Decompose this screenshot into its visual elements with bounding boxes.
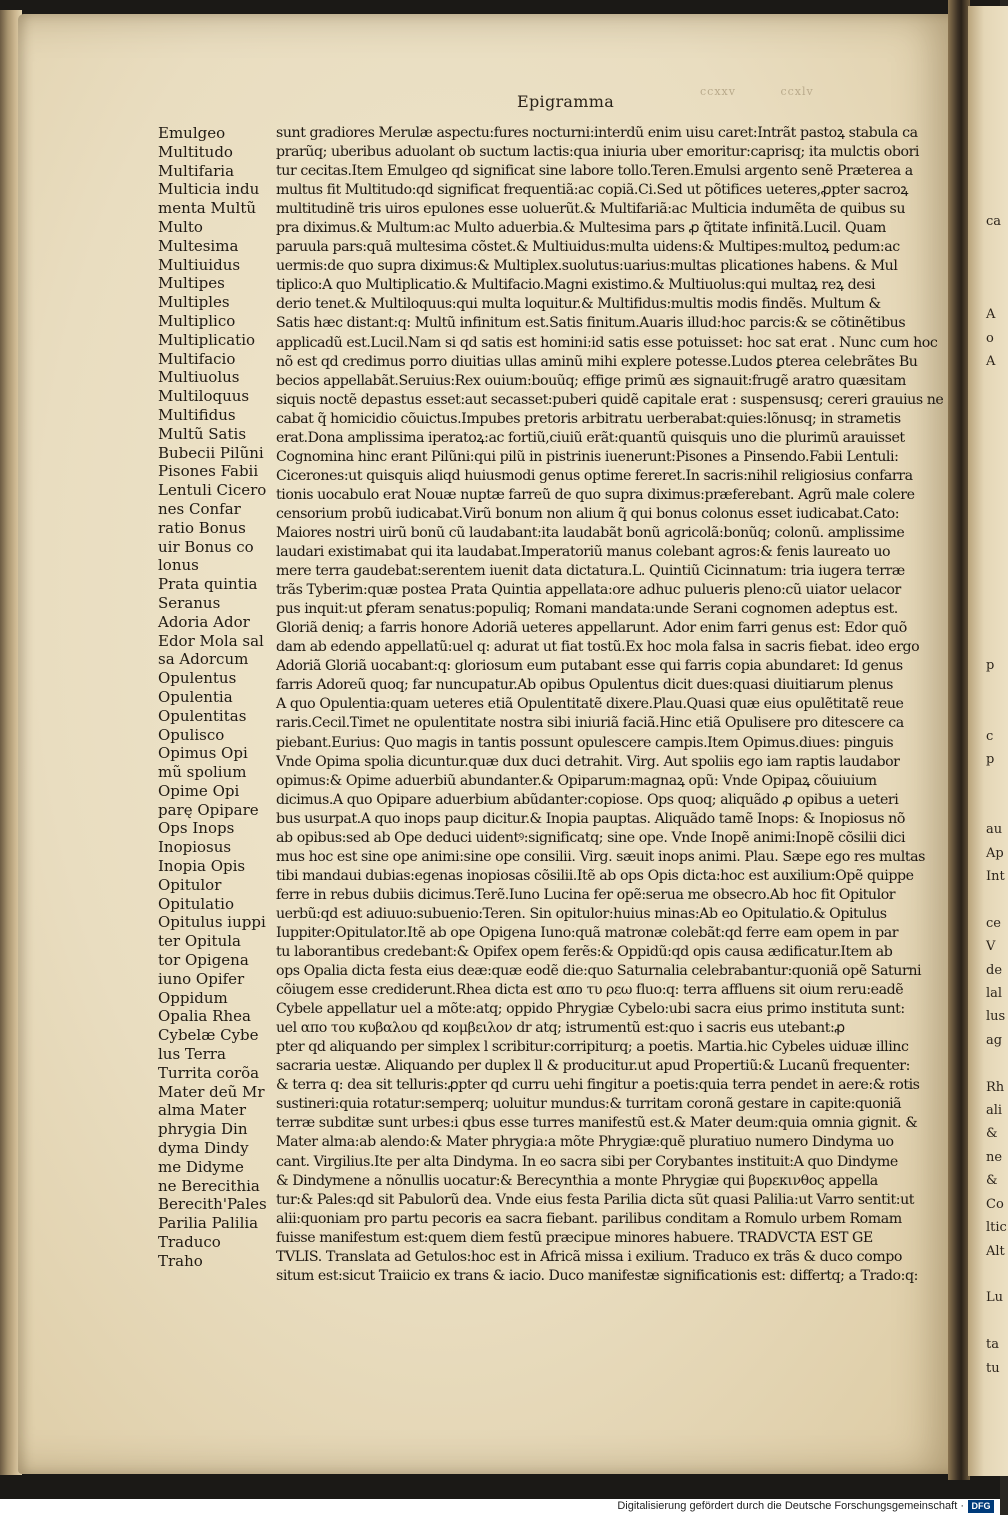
margin-note: Bubecii Pilũni — [158, 443, 264, 462]
margin-note: Opitulus iuppi — [158, 913, 266, 932]
recto-line-fragment: lal — [986, 986, 1003, 1002]
recto-line-fragment — [968, 888, 1008, 911]
margin-note: parę Opipare — [158, 800, 259, 819]
text-line: uermis:de quo supra diximus:& Multiplex.suolutus:uarius:multas plicationes habens. & Mul — [276, 258, 898, 275]
text-line: tionis uocabulo erat Nouæ nuptæ farreũ de quo supra diximus:præferebant. Agrũ male colere — [276, 486, 915, 503]
margin-note: sa Adorcum — [158, 650, 249, 669]
margin-note: Opitulatio — [158, 894, 234, 913]
show-through-left: ccxxv — [700, 85, 736, 98]
margin-note: Multiuolus — [158, 368, 240, 387]
recto-line-fragment: Alt — [986, 1243, 1005, 1259]
recto-line-fragment — [968, 537, 1008, 560]
margin-note: Mater deũ Mr — [158, 1082, 265, 1101]
margin-note: Multitudo — [158, 142, 233, 161]
recto-line-fragment — [968, 1427, 1008, 1450]
recto-line-fragment — [968, 420, 1008, 443]
margin-note: me Didyme — [158, 1157, 244, 1176]
recto-line-fragment: ag — [986, 1032, 1003, 1048]
recto-line-fragment: au — [986, 822, 1003, 838]
margin-note: Traduco — [158, 1233, 221, 1252]
margin-note: Cybelæ Cybe — [158, 1026, 259, 1045]
margin-note: Opulentia — [158, 687, 233, 706]
margin-note: Opalia Rhea — [158, 1007, 251, 1026]
text-line: alii:quoniam pro partu pecoris ea sacra fiebant. parilibus conditam a Romulo urbem Romam — [276, 1210, 902, 1227]
text-line: Gloriã deniq; a farris honore Adoriã ueteres appellarunt. Ador enim farri genus est: Edor quõ — [276, 620, 907, 637]
margin-note: nes Confar — [158, 499, 241, 518]
margin-note: Berecith'Pales — [158, 1195, 267, 1214]
recto-line-fragment: p — [986, 658, 995, 674]
recto-line-fragment: c — [986, 728, 994, 744]
text-line: situm est:sicut Traiicio ex trans & iacio. Duco manifestæ significationis est: differtq; a Trado:q: — [276, 1267, 918, 1284]
text-line: pus inquit:ut ꝑferam senatus:populiq; Romani mandata:unde Serani cognomen adeptus est. — [276, 601, 898, 618]
margin-note: Multifacio — [158, 349, 236, 368]
recto-line-fragment — [968, 795, 1008, 818]
recto-line-fragment — [968, 1310, 1008, 1333]
margin-note: Prata quintia — [158, 575, 258, 594]
text-line: sunt gradiores Merulæ aspectu:fures nocturni:interdũ enim uisu caret:Intrãt pastoꝝ stabula ca — [276, 125, 918, 141]
margin-note: Multifaria — [158, 161, 235, 180]
recto-line-fragment — [968, 608, 1008, 631]
margin-note: Multiples — [158, 293, 230, 312]
text-line: multitudinẽ tris uiros epulones esse uoluerũt.& Multifariã:ac Multicia indumẽta de quibus su — [276, 201, 906, 218]
margin-note: Adoria Ador — [158, 612, 250, 631]
margin-note: Opulentus — [158, 669, 237, 688]
text-line: dam ab edendo appellatũ:uel q: adurat ut fiat tostũ.Ex hoc mola falsa in sacris fiebat. ideo ergo — [276, 639, 920, 656]
margin-note: Multifidus — [158, 405, 236, 424]
margin-note: Multiplico — [158, 311, 236, 330]
recto-line-fragment — [968, 514, 1008, 537]
recto-line-fragment: o — [986, 330, 994, 346]
recto-line-fragment: tu — [986, 1360, 1000, 1376]
running-head: Epigramma — [517, 92, 615, 111]
recto-line-fragment: Ap — [986, 845, 1004, 861]
margin-note: lus Terra — [158, 1045, 226, 1064]
recto-line-fragment — [968, 373, 1008, 396]
text-line: raris.Cecil.Timet ne opulentitate nostra sibi iniuriã faciã.Hinc etiã Opulisere pro ditescere ca — [276, 715, 904, 732]
text-line: & terra q: dea sit telluris:ꝓpter qd curru uehi fingitur a poetis:quia terra pendet in aere:& rotis — [276, 1077, 920, 1094]
recto-line-fragment — [968, 701, 1008, 724]
margin-note: Multipes — [158, 274, 225, 293]
text-line: uel απο του κυβαλου qd κομβειλον dr atq; istrumentũ est:quo i sacris eus utebant:ꝓ — [276, 1020, 845, 1037]
margin-note: Oppidum — [158, 988, 228, 1007]
text-line: pra diximus.& Multum:ac Multo aduerbia.& Multesima pars ꝓ q̃titate infinitã.Lucil. Quam — [276, 220, 886, 237]
recto-line-fragment: ali — [986, 1103, 1003, 1119]
recto-line-fragment — [968, 163, 1008, 186]
recto-line-fragment — [968, 1403, 1008, 1426]
recto-line-fragment: Rh — [986, 1079, 1005, 1095]
text-line: Satis hæc distant:q: Multũ infinitum est.Satis finitum.Auaris illud:hoc parcis:& se cõtinẽtibus — [276, 315, 906, 332]
book-gutter — [948, 0, 970, 1480]
text-line: Vnde Opima spolia dicuntur.quæ dux duci detrahit. Virg. Aut spoliis ego iam raptis laudabor — [276, 753, 900, 770]
margin-note: ter Opitula — [158, 932, 241, 951]
margin-note: Multiuidus — [158, 255, 241, 274]
text-line: derio tenet.& Multiloquus:qui multa loquitur.& Multifidus:multis modis findẽs. Multum & — [276, 296, 881, 313]
recto-line-fragment — [968, 1052, 1008, 1075]
recto-line-fragment: ce — [986, 915, 1001, 931]
recto-line-fragment: p — [986, 751, 995, 767]
recto-page-fragment — [968, 6, 1008, 1476]
margin-note: iuno Opifer — [158, 969, 245, 988]
text-line: trãs Tyberim:quæ postea Prata Quintia appellata:ore adhuc pulueris pleno:cũ uiator uelacor — [276, 582, 901, 599]
footer-credit: Digitalisierung gefördert durch die Deutsche Forschungsgemeinschaft · — [617, 1500, 964, 1512]
text-line: Cybele appellatur uel a mõte:atq; oppido Phrygiæ Cybelo:ubi sacra eius primo instituta sunt: — [276, 1001, 905, 1018]
recto-line-fragment — [968, 280, 1008, 303]
recto-line-fragment — [968, 467, 1008, 490]
recto-line-fragment — [968, 561, 1008, 584]
recto-line-fragment — [968, 233, 1008, 256]
text-line: Maiores nostri uirũ bonũ cũ laudabant:ita laudabãt bonũ agricolã:bonũq; colonũ. amplissime — [276, 524, 905, 541]
text-line: cõiugem esse crediderunt.Rhea dicta est απο τυ ρεω fluo:q: terra affluens sit oium reru:eadẽ — [276, 982, 904, 999]
margin-note: Inopiosus — [158, 838, 232, 857]
dfg-logo: DFG — [968, 1500, 994, 1513]
recto-line-fragment: lus — [986, 1009, 1006, 1025]
margin-note: lonus — [158, 556, 199, 575]
text-line: tur:& Pales:qd sit Pabulorũ dea. Vnde eius festa Parilia dicta sũt quasi Palilia:ut Varro sentit:ut — [276, 1191, 915, 1208]
text-line: ops Opalia dicta festa eius deæ:quæ eodẽ die:quo Saturnalia celebrabantur:quoniã opẽ Saturni — [276, 963, 922, 980]
text-line: pter qd aliquando per simplex l scribitur:corripiturq; a poetis. Martia.hic Cybeles uiduæ illinc — [276, 1039, 909, 1056]
text-line: cant. Virgilius.Ite per alta Dindyma. In eo sacra sibi per Corybantes instituit:A quo Dindyme — [276, 1153, 898, 1170]
margin-note: Multo — [158, 217, 203, 236]
recto-line-fragment: de — [986, 962, 1003, 978]
recto-line-fragment: ltic — [986, 1220, 1007, 1236]
text-line: siquis noctẽ depastus esset:aut secasset:puberi quidẽ capitale erat : suspensusq; cereri grauius ne — [276, 391, 944, 408]
margin-note: Opulisco — [158, 725, 225, 744]
recto-line-fragment: Lu — [986, 1290, 1004, 1306]
recto-line-fragment — [968, 1380, 1008, 1403]
text-line: farris Adoreũ quoq; far nuncupatur.Ab opibus Opulentus dicit dues:quasi diuitiarum plenus — [276, 677, 893, 694]
margin-note: Turrita corõa — [158, 1063, 260, 1082]
text-line: multus fit Multitudo:qd significat frequentiã:ac copiã.Ci.Sed ut põtifices ueteres,ꝓpter sacroꝝ — [276, 182, 908, 199]
recto-line-fragment — [968, 186, 1008, 209]
text-line: ab opibus:sed ab Ope deduci uidentꝰ:significatq; sine ope. Vnde Inopẽ animi:Inopẽ cõsilii dici — [276, 829, 906, 846]
text-line: ferre in rebus dubiis dicimus.Terẽ.Iuno Lucina fer opẽ:serua me obsecro.Ab hoc fit Opitulor — [276, 886, 896, 903]
text-line: opimus:& Opime aduerbiũ abundanter.& Opiparum:magnaꝝ opũ: Vnde Opipaꝝ cõuiuium — [276, 772, 877, 789]
text-line: bus usurpat.A quo inops paup dicitur.& Inopia pauptas. Aliquãdo tamẽ Inops: & Inopiosus nõ — [276, 810, 905, 827]
text-line: tibi mandaui dubias:egenas inopiosas cõsilii.Itẽ ab ops Opis dicta:hoc est auxilium:Opẽ quippe — [276, 867, 914, 884]
text-line: paruula pars:quã multesima cõstet.& Multiuidus:multa uidens:& Multipes:multoꝝ pedum:ac — [276, 239, 900, 256]
text-line: applicadũ est.Lucil.Nam si qd satis est homini:id satis esse potuisset: hoc sat erat . Nunc cum hoc — [276, 334, 938, 351]
recto-line-fragment: A — [986, 354, 996, 370]
margin-note: Multicia indu — [158, 180, 260, 199]
margin-note: Seranus — [158, 593, 221, 612]
margin-note: ratio Bonus — [158, 518, 246, 537]
text-line: dicimus.A quo Opipare aduerbium abũdanter:copiose. Ops quoq; aliquãdo ꝓ opibus a ueteri — [276, 791, 899, 808]
text-line: tur cecitas.Item Emulgeo qd significat sine labore tollo.Teren.Emulsi argento senẽ Præterea a — [276, 163, 913, 180]
margin-note: Traho — [158, 1251, 203, 1270]
text-line: erat.Dona amplissima iperatoꝝ:ac fortiũ,ciuiũ erãt:quantũ quisquis uno die plurimũ arauisset — [276, 429, 905, 446]
recto-line-fragment: & — [986, 1126, 998, 1142]
text-line: Cognomina hinc erant Pilũni:qui pilũ in pistrinis iuenerunt:Pisones a Pinsendo.Fabii Lentuli: — [276, 448, 899, 465]
recto-line-fragment — [968, 397, 1008, 420]
text-line: mere terra gaudebat:serentem iuenit data dictatura.L. Quintiũ Cicinnatum: tria iugera terræ — [276, 563, 905, 580]
text-line: piebant.Eurius: Quo magis in tantis possunt opulescere campis.Item Opimus.diues: pinguis — [276, 734, 894, 751]
text-line: laudari existimabat qui ita laudabat.Imperatoriũ manus colebant agros:& fenis laureato uo — [276, 544, 891, 561]
margin-note: Multũ Satis — [158, 424, 247, 443]
text-line: Mater alma:ab alendo:& Mater phrygia:a mõte Phrygiæ:quẽ pluratiuo numero Dindyma uo — [276, 1134, 894, 1151]
text-line: tiplico:A quo Multiplicatio.& Multifacio.Magni existimo.& Multiuolus:qui multaꝝ reꝝ desi — [276, 277, 876, 294]
margin-note: Multesima — [158, 236, 239, 255]
recto-line-fragment — [968, 631, 1008, 654]
recto-line-fragment: V — [986, 939, 996, 955]
body-text-column — [276, 124, 944, 1286]
text-line: Adoriã Gloriã uocabant:q: gloriosum eum putabant esse qui farris copia abundaret: Id genus — [276, 658, 903, 675]
text-line: fuisse manifestum est:quem diem festũ præcipue minores habuere. TRADVCTA EST GE — [276, 1229, 873, 1246]
text-line: prarũq; uberibus aduolant ob suctum lactis:qua iniuria uber emoritur:caprisq; ita mulctis obori — [276, 144, 920, 161]
margin-note: Multiloquus — [158, 387, 250, 406]
recto-line-fragment: Int — [986, 869, 1005, 884]
recto-line-fragment — [968, 491, 1008, 514]
text-line: & Dindymene a nõnullis uocatur:& Berecynthia a monte Phrygiæ qui βυρεκινθος appella — [276, 1172, 878, 1189]
margin-note: Multiplicatio — [158, 330, 256, 349]
text-line: sacraria uestæ. Aliquando per duplex ll & producitur.ut apud Propertiũ:& Lucanũ frequenter: — [276, 1058, 910, 1075]
margin-note: Opitulor — [158, 875, 222, 894]
margin-note: dyma Dindy — [158, 1139, 249, 1158]
recto-line-fragment — [968, 771, 1008, 794]
margin-note: Inopia Opis — [158, 857, 246, 876]
recto-line-fragment — [968, 444, 1008, 467]
text-line: mus hoc est sine ope animi:sine ope consilii. Virg. sæuit inops animi. Plau. Sæpe ego res multas — [276, 848, 925, 865]
margin-note: mũ spolium — [158, 763, 247, 782]
text-line: Iuppiter:Opitulator.Itẽ ab ope Opigena Iuno:quã matronæ colebãt:qd ferre eam opem in par — [276, 924, 899, 941]
margin-notes-column — [158, 124, 270, 1271]
margin-note: Opimus Opi — [158, 744, 248, 763]
show-through-right: ccxlv — [780, 85, 814, 98]
text-line: becios appellabãt.Seruius:Rex ouium:bouũq; effige primũ æs signauit:frugẽ aratro quæsitam — [276, 372, 906, 389]
text-line: A quo Opulentia:quam ueteres etiã Opulentitatẽ dixere.Plau.Quasi quæ eius opulẽtitatẽ reue — [276, 696, 904, 713]
recto-line-fragment: & — [986, 1173, 998, 1189]
text-line: sustineri:quia rotatur:semperq; uoluitur mundus:& turritam coronã gestare in capite:quoniã — [276, 1096, 902, 1113]
recto-line-fragment: ca — [986, 213, 1002, 229]
margin-note: uir Bonus co — [158, 537, 254, 556]
recto-line-fragment — [968, 256, 1008, 279]
text-line: TVLIS. Translata ad Getulos:hoc est in Africã missa i exilium. Traduco ex trãs & duco compo — [276, 1248, 902, 1265]
margin-note: Edor Mola sal — [158, 631, 264, 650]
margin-note: ne Berecithia — [158, 1176, 260, 1195]
margin-note: Opulentitas — [158, 706, 247, 725]
margin-note: Parilia Palilia — [158, 1214, 259, 1233]
recto-line-fragment — [968, 678, 1008, 701]
text-line: nõ est qd credimus porro diuitias ullas aminũ mihi explere potesse.Ludos ꝑterea celebrãtes Bu — [276, 353, 918, 370]
text-line: tu laborantibus credebant:& Opifex opem ferẽs:& Oppidũ:qd opis causa ædificatur.Item ab — [276, 944, 893, 961]
recto-line-fragment — [968, 139, 1008, 162]
margin-note: tor Opigena — [158, 951, 249, 970]
text-line: Cicerones:ut quisquis aliqd huiusmodi genus optime fereret.In sacris:nihil religiosius confarra — [276, 467, 913, 484]
margin-note: Opime Opi — [158, 781, 240, 800]
recto-line-fragment: ne — [986, 1149, 1003, 1165]
recto-line-fragment: ta — [986, 1337, 999, 1353]
text-line: uerbũ:qd est adiuuo:subuenio:Teren. Sin opitulor:huius minas:Ab eo Opitulatio.& Opitulus — [276, 905, 887, 922]
text-line: cabat q̃ homicidio cõuictus.Impubes pretoris arbitratu uerberabat:quies:lõnusq; in strametis — [276, 410, 901, 427]
recto-line-fragment — [968, 584, 1008, 607]
margin-note: Lentuli Cicero — [158, 481, 267, 500]
recto-line-fragment: A — [986, 307, 996, 323]
recto-line-fragment — [968, 1263, 1008, 1286]
recto-line-fragment: Co — [986, 1196, 1004, 1212]
margin-note: menta Multũ — [158, 199, 257, 218]
margin-note: alma Mater — [158, 1101, 247, 1120]
show-through-header — [700, 85, 814, 98]
text-line: censorium probũ iudicabat.Virũ bonum non alium q̃ qui bonus colonus esset iudicabat.Cato: — [276, 505, 900, 522]
margin-note: Ops Inops — [158, 819, 235, 838]
margin-note: Emulgeo — [158, 124, 226, 142]
recto-line-fragment — [968, 116, 1008, 139]
margin-note: phrygia Din — [158, 1120, 248, 1139]
text-line: terræ subditæ sunt urbes:i qbus esse turres manifestũ est.& Mater deum:quia omnia gignit. & — [276, 1115, 918, 1132]
margin-note: Pisones Fabii — [158, 462, 259, 481]
